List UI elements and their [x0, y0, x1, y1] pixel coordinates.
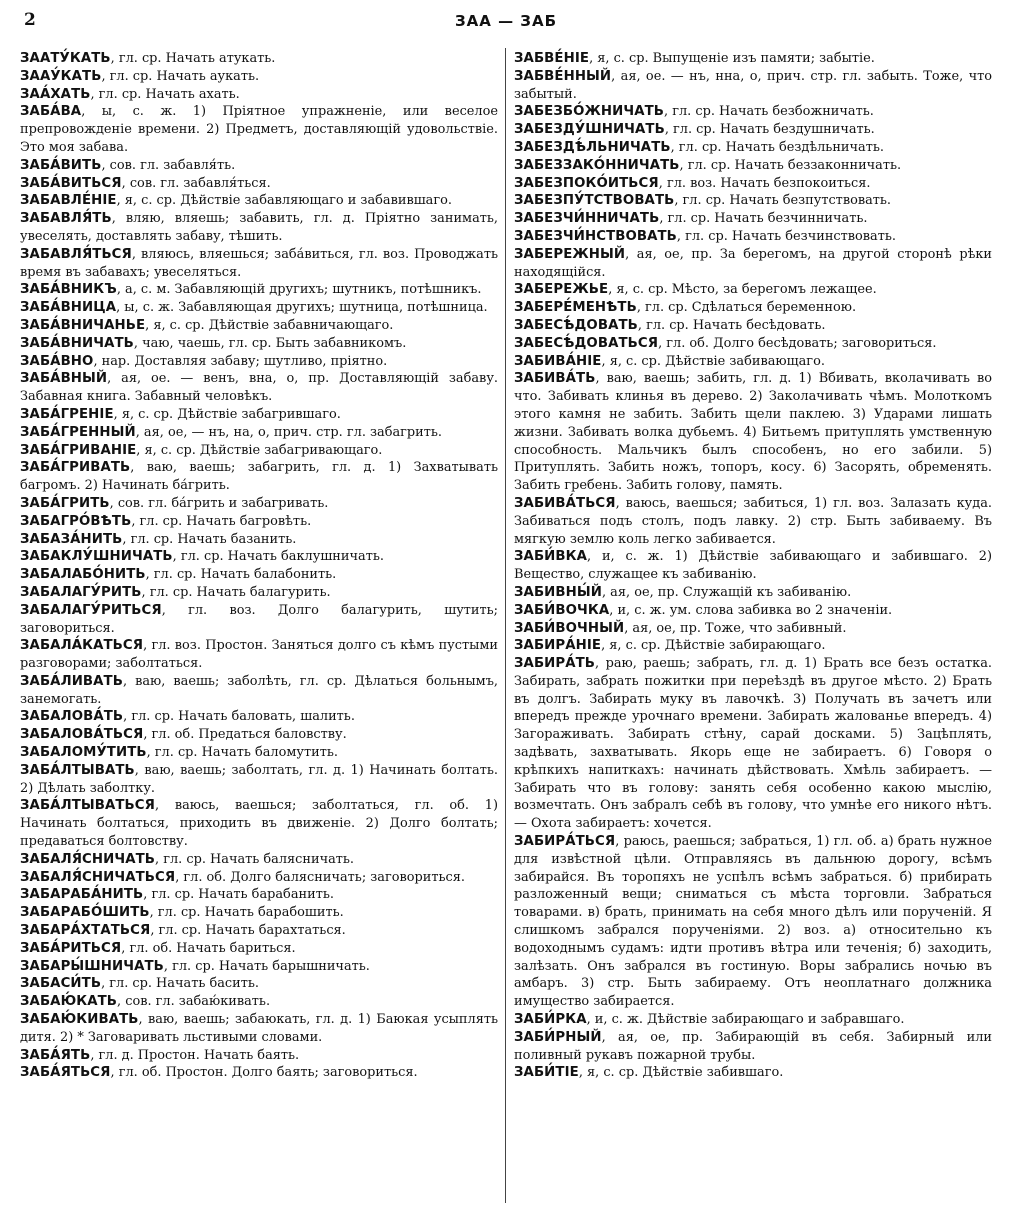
entry-definition: , ая, ое, пр. Тоже, что забивный.	[624, 620, 847, 636]
dictionary-entry	[20, 762, 498, 798]
entry-definition: , гл. об. Предаться баловству.	[143, 727, 347, 743]
dictionary-entry	[514, 50, 992, 68]
dictionary-entry	[20, 708, 498, 726]
dictionary-entry	[20, 869, 498, 887]
entry-definition: , ы, с. ж. 1) Пріятное упражненіе, или веселое препровожденіе времени. 2) Предметъ, доставляющій удовольствіе. Это моя забава.	[20, 104, 498, 155]
entry-headword: ЗАБА́ВНЫЙ	[20, 371, 108, 387]
dictionary-entry	[20, 157, 498, 175]
entry-definition: , гл. ср. Начать барабошить.	[149, 905, 344, 921]
dictionary-entry	[20, 210, 498, 246]
entry-definition: , ваю, ваешь; заболтать, гл. д. 1) Начинать болтать. 2) Дѣлать заболтку.	[20, 762, 498, 796]
entry-definition: , гл. ср. Начать бездѣльничать.	[670, 139, 884, 155]
entry-definition: , гл. ср. Начать ахать.	[90, 86, 240, 102]
dictionary-entry	[20, 281, 498, 299]
dictionary-entry	[514, 602, 992, 620]
dictionary-entry	[514, 246, 992, 282]
entry-definition: , гл. ср. Начать безбожничать.	[664, 104, 874, 120]
dictionary-entry	[514, 139, 992, 157]
entry-definition: , гл. ср. Сдѣлаться беременною.	[636, 300, 857, 316]
entry-headword: ЗАБА́ВНИЧАНЬЕ	[20, 317, 146, 333]
entry-definition: , ая, ое, — нъ, на, о, прич. стр. гл. забагрить.	[135, 424, 443, 440]
entry-definition: , гл. ср. Начать баклушничать.	[172, 549, 384, 565]
dictionary-entry	[514, 228, 992, 246]
entry-definition: , гл. ср. Начать барабанить.	[143, 887, 334, 903]
entry-headword: ЗАБАЛАГУ́РИТЬ	[20, 584, 142, 600]
entry-definition: , я, с. ср. Дѣйствіе забавляющаго и забавившаго.	[116, 193, 452, 209]
dictionary-entry	[20, 86, 498, 104]
entry-definition: , а, с. м. Забавляющій другихъ; шутникъ, потѣшникъ.	[116, 282, 482, 298]
dictionary-entry	[514, 353, 992, 371]
dictionary-entry	[20, 886, 498, 904]
entry-headword: ЗАБАЛОВА́ТЬСЯ	[20, 727, 144, 743]
entry-definition: , гл. ср. Начать безпутствовать.	[674, 193, 892, 209]
entry-headword: ЗАБЕРЕ́МЕНѢТЬ	[514, 300, 637, 316]
dictionary-entry	[20, 370, 498, 406]
entry-definition: , гл. об. Простон. Долго баять; заговориться.	[110, 1065, 418, 1081]
entry-headword: ЗАБЕЗПОКО́ИТЬСЯ	[514, 175, 659, 191]
dictionary-entry	[514, 103, 992, 121]
entry-definition: , гл. ср. Начать атукать.	[110, 51, 276, 66]
entry-headword: ЗАБАЛЯ́СНИЧАТЬ	[20, 851, 156, 867]
entry-definition: , ая, ое. — венъ, вна, о, пр. Доставляющій забаву. Забавная книга. Забавный человѣкъ.	[20, 371, 498, 405]
entry-definition: , гл. ср. Начать балясничать.	[155, 851, 355, 867]
entry-headword: ЗАБЕСѢ́ДОВАТЬСЯ	[514, 335, 659, 351]
entry-definition: , ваюсь, ваешься; заболтаться, гл. об. 1) Начинать болтаться, приходить въ движеніе. 2) Долго болтать; предаваться болтовству.	[20, 798, 498, 850]
entry-headword: ЗАБА́ГРЕНІЕ	[20, 406, 114, 422]
entry-headword: ЗААУ́КАТЬ	[20, 68, 102, 84]
dictionary-entry	[514, 1011, 992, 1029]
entry-headword: ЗАБЕРЕЖЬЕ	[514, 282, 609, 298]
dictionary-entry	[514, 210, 992, 228]
dictionary-entry	[20, 548, 498, 566]
entry-definition: , я, с. ср. Дѣйствіе забивающаго.	[601, 353, 825, 369]
left-column	[20, 50, 498, 1082]
dictionary-entry	[20, 192, 498, 210]
entry-headword: ЗАБЕЗДѢ́ЛЬНИЧАТЬ	[514, 139, 671, 155]
entry-headword: ЗАБА́ВНИЦА	[20, 300, 117, 316]
entry-definition: , ваю, ваешь; забаюкать, гл. д. 1) Баюкая усыплять дитя. 2) * Заговаривать льстивыми словами.	[20, 1012, 498, 1045]
entry-definition: , ваю, ваешь; заболѣть, гл. ср. Дѣлаться больнымъ, занемогать.	[20, 673, 498, 707]
dictionary-entry	[20, 495, 498, 513]
dictionary-entry	[514, 175, 992, 193]
entry-headword: ЗАБИВА́ТЬСЯ	[514, 495, 616, 511]
entry-headword: ЗАБА́ЛИВАТЬ	[20, 673, 123, 689]
entry-definition: , ваю, ваешь; забагрить, гл. д. 1) Захватывать багромъ. 2) Начинать ба́грить.	[20, 460, 498, 494]
dictionary-entry	[20, 1047, 498, 1065]
entry-definition: , гл. ср. Начать бездушничать.	[664, 122, 875, 138]
entry-definition: , гл. ср. Начать аукать.	[101, 68, 260, 84]
entry-headword: ЗАБА́ГРИВАТЬ	[20, 460, 131, 476]
dictionary-entry	[20, 1064, 498, 1082]
entry-definition: , я, с. ср. Выпущеніе изъ памяти; забытіе.	[589, 51, 875, 66]
entry-definition: , ваюсь, ваешься; забиться, 1) гл. воз. Залазать куда. Забиваться подъ столъ, подъ лавку. 2) стр. Быть забиваему. Въ мягкую землю коль легко забивается.	[514, 495, 992, 547]
entry-definition: , я, с. ср. Дѣйствіе забавничающаго.	[145, 317, 394, 333]
entry-headword: ЗАБЕЗЧИ́ННИЧАТЬ	[514, 211, 660, 227]
entry-headword: ЗАБИ́РКА	[514, 1012, 587, 1028]
entry-headword: ЗАБАВЛЯ́ТЬ	[20, 211, 112, 227]
entry-headword: ЗАБА́РИТЬСЯ	[20, 940, 122, 956]
dictionary-entry	[514, 620, 992, 638]
entry-definition: , гл. ср. Начать безчинничать.	[659, 211, 868, 227]
entry-definition: , гл. ср. Начать баломутить.	[146, 745, 338, 761]
entry-headword: ЗАБАЛОМУ́ТИТЬ	[20, 745, 147, 761]
entry-definition: , гл. ср. Начать балабонить.	[145, 567, 337, 583]
dictionary-entry	[20, 673, 498, 709]
entry-headword: ЗАБЕЗЗАКО́ННИЧАТЬ	[514, 157, 680, 173]
entry-headword: ЗАБАЮ́КАТЬ	[20, 994, 118, 1010]
entry-headword: ЗАБАРЫ́ШНИЧАТЬ	[20, 958, 164, 974]
entry-definition: , я, с. ср. Дѣйствіе забирающаго.	[601, 638, 826, 654]
dictionary-entry	[514, 548, 992, 584]
dictionary-entry	[20, 904, 498, 922]
dictionary-entry	[20, 744, 498, 762]
entry-definition: , гл. об. Долго балясничать; заговориться.	[175, 869, 465, 885]
entry-headword: ЗАБЕЗЧИ́НСТВОВАТЬ	[514, 228, 677, 244]
dictionary-entry	[20, 584, 498, 602]
dictionary-entry	[20, 1011, 498, 1047]
entry-headword: ЗАБЕЗДУ́ШНИЧАТЬ	[514, 122, 665, 138]
dictionary-entry	[514, 299, 992, 317]
entry-definition: , я, с. ср. Дѣйствіе забагривающаго.	[136, 442, 383, 458]
dictionary-entry	[514, 584, 992, 602]
entry-definition: , ваю, ваешь; забить, гл. д. 1) Вбивать, вколачивать во что. Забивать клинья въ дерево. 2) Заколачивать чѣмъ. Молоткомъ этого камня не забить. Забить щели паклею. 3) Ударами лишать жизни. Забивать волка дубьемъ. 4) Битьемъ притуплять умственную способность. Мальчикъ былъ способенъ, но его забили. 5) Притуплять. Забить ножъ, топоръ, косу. 6) Засорять, обременять. Забить гребень. Забить голову, память.	[514, 371, 992, 494]
entry-definition: , гл. воз. Долго балагурить, шутить; заговориться.	[20, 602, 498, 636]
dictionary-entry	[20, 637, 498, 673]
entry-headword: ЗАБИРА́НІЕ	[514, 638, 602, 654]
entry-headword: ЗАБИВА́ТЬ	[514, 371, 596, 387]
entry-headword: ЗАБАРА́ХТАТЬСЯ	[20, 923, 151, 939]
dictionary-entry	[514, 281, 992, 299]
entry-definition: , сов. гл. забавля́ть.	[101, 157, 236, 173]
dictionary-entry	[20, 851, 498, 869]
entry-definition: , ая, ое, пр. Служащій къ забиванію.	[601, 584, 852, 600]
entry-definition: , гл. ср. Начать балагурить.	[141, 584, 331, 600]
dictionary-entry	[20, 940, 498, 958]
entry-definition: , ы, с. ж. Забавляющая другихъ; шутница, потѣшница.	[116, 300, 488, 316]
entry-headword: ЗАБАСИ́ТЬ	[20, 976, 102, 992]
entry-headword: ЗАБА́ЯТЬСЯ	[20, 1065, 111, 1081]
entry-headword: ЗАБАГРО́ВѢТЬ	[20, 513, 132, 529]
dictionary-entry	[20, 797, 498, 850]
dictionary-entry	[514, 637, 992, 655]
entry-headword: ЗАБАРАБО́ШИТЬ	[20, 905, 150, 921]
entry-headword: ЗАБА́ВИТЬСЯ	[20, 175, 122, 191]
dictionary-entry	[20, 922, 498, 940]
entry-headword: ЗАБА́ВНО	[20, 353, 94, 369]
dictionary-entry	[514, 370, 992, 495]
entry-headword: ЗАБА́ВНИКЪ	[20, 282, 117, 298]
dictionary-entry	[514, 317, 992, 335]
entry-headword: ЗАБЕСѢ́ДОВАТЬ	[514, 317, 638, 333]
entry-definition: , я, с. ср. Мѣсто, за берегомъ лежащее.	[608, 282, 877, 298]
entry-headword: ЗААТУ́КАТЬ	[20, 51, 111, 66]
dictionary-entry	[20, 299, 498, 317]
entry-headword: ЗАБА́ВНИЧАТЬ	[20, 335, 134, 351]
entry-headword: ЗАБВЕ́ННЫЙ	[514, 68, 612, 84]
entry-definition: , и, с. ж. 1) Дѣйствіе забивающаго и забившаго. 2) Вещество, служащее къ забиванію.	[514, 549, 992, 583]
dictionary-entry	[514, 833, 992, 1011]
entry-definition: , сов. гл. забавля́ться.	[121, 175, 271, 191]
entry-definition: , раюсь, раешься; забраться, 1) гл. об. а) брать нужное для извѣстной цѣли. Отправляясь въ дальнюю дорогу, всѣмъ забирайся. Въ торопяхъ не успѣлъ всѣмъ забраться. б) прибирать разложенный вещи; сниматься съ мѣста торговли. Забраться товарами. в) брать, принимать на себя много дѣлъ или порученій. Я слишкомъ забрался порученіями. 2) воз. а) относительно къ водоходнымъ судамъ: идти противъ вѣтра или теченія; б) заходить, залѣзать. Онъ забрался въ гостиную. Воры забрались ночью въ амбаръ. 3) стр. Быть забираему. Отъ неоплатнаго должника имущество забирается.	[514, 834, 992, 1010]
entry-definition: , и, с. ж. ум. слова забивка во 2 значеніи.	[609, 602, 893, 618]
dictionary-entry	[20, 602, 498, 638]
entry-headword: ЗАБЕРЕЖНЫЙ	[514, 246, 626, 262]
dictionary-entry	[20, 442, 498, 460]
entry-headword: ЗАБИ́ВКА	[514, 549, 587, 565]
dictionary-entry	[514, 1029, 992, 1065]
entry-headword: ЗАБАЛА́КАТЬСЯ	[20, 638, 144, 654]
entry-definition: , гл. ср. Начать багровѣть.	[131, 513, 312, 529]
dictionary-entry	[20, 246, 498, 282]
entry-definition: , сов. гл. забаю́кивать.	[117, 994, 271, 1010]
entry-headword: ЗАБИРА́ТЬ	[514, 656, 596, 672]
entry-definition: , ая, ое, пр. Забирающій въ себя. Забирный или поливный рукавъ пожарной трубы.	[514, 1029, 992, 1063]
entry-headword: ЗАБА́ЯТЬ	[20, 1047, 91, 1063]
entry-definition: , я, с. ср. Дѣйствіе забагрившаго.	[113, 406, 341, 422]
dictionary-entry	[20, 459, 498, 495]
dictionary-entry	[20, 175, 498, 193]
dictionary-entry	[20, 335, 498, 353]
dictionary-entry	[514, 157, 992, 175]
entry-headword: ЗАБИ́ВОЧКА	[514, 602, 610, 618]
entry-definition: , гл. ср. Начать беззаконничать.	[679, 157, 902, 173]
entry-definition: , гл. ср. Начать безчинствовать.	[676, 228, 896, 244]
entry-headword: ЗАБАЮ́КИВАТЬ	[20, 1012, 139, 1028]
dictionary-entry	[514, 335, 992, 353]
entry-headword: ЗАБЕЗБО́ЖНИЧАТЬ	[514, 104, 665, 120]
dictionary-entry	[514, 655, 992, 833]
dictionary-entry	[20, 531, 498, 549]
dictionary-entry	[514, 495, 992, 548]
entry-headword: ЗАА́ХАТЬ	[20, 86, 91, 102]
dictionary-entry	[20, 317, 498, 335]
entry-definition: , чаю, чаешь, гл. ср. Быть забавникомъ.	[133, 335, 407, 351]
entry-headword: ЗАБАЛАГУ́РИТЬСЯ	[20, 602, 162, 618]
entry-definition: , гл. об. Начать бариться.	[121, 940, 296, 956]
dictionary-entry	[20, 424, 498, 442]
entry-definition: , нар. Доставляя забаву; шутливо, пріятно.	[93, 353, 388, 369]
dictionary-entry	[20, 353, 498, 371]
entry-headword: ЗАБИРА́ТЬСЯ	[514, 834, 616, 850]
entry-headword: ЗАБАЛОВА́ТЬ	[20, 709, 124, 725]
entry-definition: , ая, ое. — нъ, нна, о, прич. стр. гл. забыть. Тоже, что забытый.	[514, 68, 992, 102]
dictionary-entry	[20, 406, 498, 424]
entry-definition: , и, с. ж. Дѣйствіе забирающаго и забравшаго.	[586, 1012, 905, 1028]
dictionary-entry	[514, 68, 992, 104]
entry-headword: ЗАБАКЛУ́ШНИЧАТЬ	[20, 549, 173, 565]
dictionary-entry	[514, 192, 992, 210]
entry-headword: ЗАБАРАБА́НИТЬ	[20, 887, 144, 903]
entry-headword: ЗАБА́ГРИВАНІЕ	[20, 442, 137, 458]
entry-definition: , гл. ср. Начать басить.	[101, 976, 259, 992]
entry-definition: , гл. д. Простон. Начать баять.	[90, 1047, 300, 1063]
running-head: ЗАА — ЗАБ	[454, 12, 558, 30]
entry-definition: , гл. ср. Начать бесѣдовать.	[637, 317, 826, 333]
entry-definition: , гл. ср. Начать базанить.	[122, 531, 297, 547]
entry-headword: ЗАБА́ЛТЫВАТЬСЯ	[20, 798, 155, 814]
entry-definition: , гл. воз. Начать безпокоиться.	[658, 175, 871, 191]
dictionary-entry	[20, 566, 498, 584]
dictionary-entry	[20, 975, 498, 993]
entry-definition: , вляю, вляешь; забавить, гл. д. Пріятно занимать, увеселять, доставлять забаву, тѣшить.	[20, 211, 498, 244]
dictionary-entry	[20, 726, 498, 744]
entry-definition: , ая, ое, пр. За берегомъ, на другой сторонѣ рѣки находящійся.	[514, 246, 992, 280]
column-rule	[505, 48, 506, 1203]
dictionary-entry	[514, 121, 992, 139]
dictionary-entry	[20, 50, 498, 68]
right-column	[514, 50, 992, 1082]
entry-definition: , раю, раешь; забрать, гл. д. 1) Брать все безъ остатка. Забирать, забрать пожитки при переѣздѣ въ другое мѣсто. 2) Брать въ долгъ. Забирать муку въ лавочкѣ. 3) Получать въ зачетъ или впередъ прежде урочнаго времени. Забирать жалованье впередъ. 4) Загораживать. Забирать стѣну, сарай досками. 5) Зацѣплять, задѣвать, захватывать. Якорь еще не забираетъ. 6) Говоря о крѣпкихъ напиткахъ: начинать дѣйствовать. Хмѣль забираетъ. — Забирать что въ голову: занять себя особенно какою мыслію, возмечтать. Онъ забралъ себѣ въ голову, что умнѣе его никого нѣтъ. — Охота забираетъ: хочется.	[514, 656, 992, 832]
entry-headword: ЗАБАЛАБО́НИТЬ	[20, 567, 146, 583]
entry-headword: ЗАБИ́ТІЕ	[514, 1065, 579, 1081]
dictionary-entry	[20, 993, 498, 1011]
entry-definition: , гл. воз. Простон. Заняться долго съ кѣмъ пустыми разговорами; заболтаться.	[20, 638, 498, 672]
entry-headword: ЗАБВЕ́НІЕ	[514, 51, 590, 66]
dictionary-entry	[20, 68, 498, 86]
entry-headword: ЗАБАВЛЯ́ТЬСЯ	[20, 246, 132, 262]
page-number: 2	[24, 10, 36, 30]
dictionary-entry	[20, 103, 498, 156]
entry-headword: ЗАБА́ГРЕННЫЙ	[20, 424, 136, 440]
dictionary-entry	[514, 1064, 992, 1082]
entry-headword: ЗАБАВЛЕ́НІЕ	[20, 193, 117, 209]
entry-definition: , вляюсь, вляешься; заба́виться, гл. воз. Проводжать время въ забавахъ; увеселяться.	[20, 246, 498, 280]
entry-headword: ЗАБЕЗПУ́ТСТВОВАТЬ	[514, 193, 675, 209]
entry-headword: ЗАБА́ВА	[20, 104, 82, 120]
entry-headword: ЗАБАЗА́НИТЬ	[20, 531, 123, 547]
dictionary-entry	[20, 958, 498, 976]
entry-headword: ЗАБИВНЫ́Й	[514, 584, 602, 600]
entry-headword: ЗАБА́ВИТЬ	[20, 157, 102, 173]
entry-headword: ЗАБИ́ВОЧНЫЙ	[514, 620, 625, 636]
entry-headword: ЗАБА́ГРИТЬ	[20, 495, 110, 511]
entry-headword: ЗАБА́ЛТЫВАТЬ	[20, 762, 135, 778]
entry-definition: , гл. об. Долго бесѣдовать; заговориться.	[658, 335, 937, 351]
entry-headword: ЗАБАЛЯ́СНИЧАТЬСЯ	[20, 869, 176, 885]
entry-headword: ЗАБИВА́НІЕ	[514, 353, 602, 369]
entry-definition: , гл. ср. Начать баловать, шалить.	[123, 709, 355, 725]
entry-definition: , гл. ср. Начать барахтаться.	[150, 923, 346, 939]
entry-definition: , я, с. ср. Дѣйствіе забившаго.	[578, 1065, 784, 1081]
entry-definition: , гл. ср. Начать барышничать.	[163, 958, 370, 974]
entry-headword: ЗАБИ́РНЫЙ	[514, 1029, 602, 1045]
entry-definition: , сов. гл. ба́грить и забагривать.	[109, 495, 329, 511]
dictionary-entry	[20, 513, 498, 531]
